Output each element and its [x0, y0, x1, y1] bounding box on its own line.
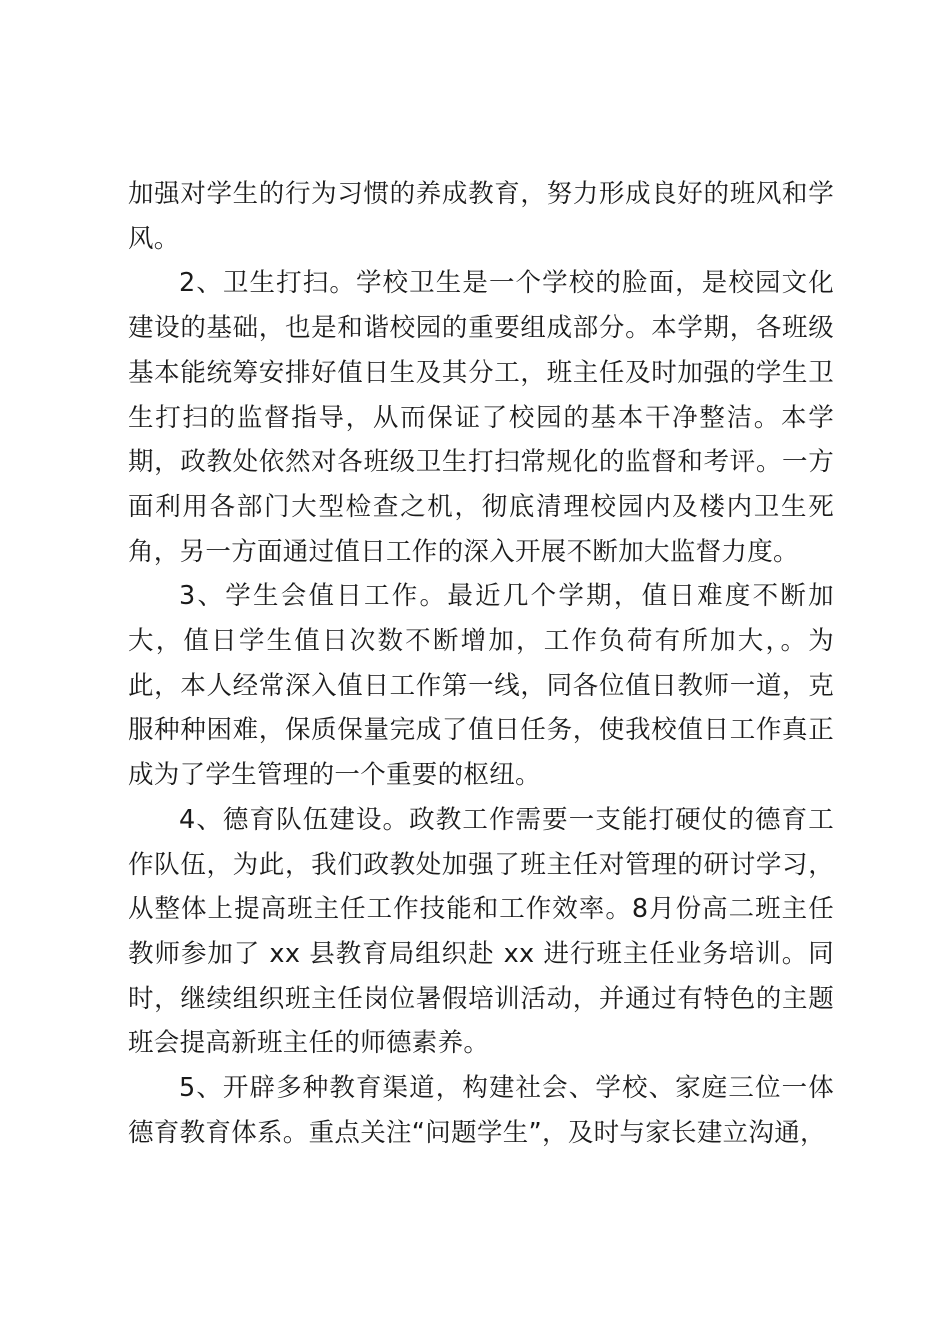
paragraph-sanitation: 2、卫生打扫。学校卫生是一个学校的脸面，是校园文化建设的基础，也是和谐校园的重要组成部分。本学期，各班级基本能统筹安排好值日生及其分工，班主任及时加强的学生卫生打扫的监督指导，从而保证了校园的基本干净整洁。本学期，政教处依然对各班级卫生打扫常规化的监督和考评。一方面利用各部门大型检查之机，彻底清理校园内及楼内卫生死角，另一方面通过值日工作的深入开展不断加大监督力度。	[128, 268, 834, 567]
paragraph-student-union-duty: 3、学生会值日工作。最近几个学期，值日难度不断加大，值日学生值日次数不断增加，工作负荷有所加大，。为此，本人经常深入值日工作第一线，同各位值日教师一道，克服种种困难，保质保量完成了值日任务，使我校值日工作真正成为了学生管理的一个重要的枢纽。	[128, 581, 834, 791]
paragraph-moral-education-team: 4、德育队伍建设。政教工作需要一支能打硬仗的德育工作队伍，为此，我们政教处加强了班主任对管理的研讨学习，从整体上提高班主任工作技能和工作效率。8月份高二班主任教师参加了 xx 县教育局组织赴 xx 进行班主任业务培训。同时，继续组织班主任岗位暑假培训活动，并通过有特色的主题班会提高新班主任的师德素养。	[128, 804, 834, 1059]
paragraph-education-channels: 5、开辟多种教育渠道，构建社会、学校、家庭三位一体德育教育体系。重点关注“问题学生”，及时与家长建立沟通，	[128, 1073, 834, 1148]
paragraph-continuation: 加强对学生的行为习惯的养成教育，努力形成良好的班风和学风。	[128, 179, 834, 254]
document-body	[128, 172, 834, 1155]
